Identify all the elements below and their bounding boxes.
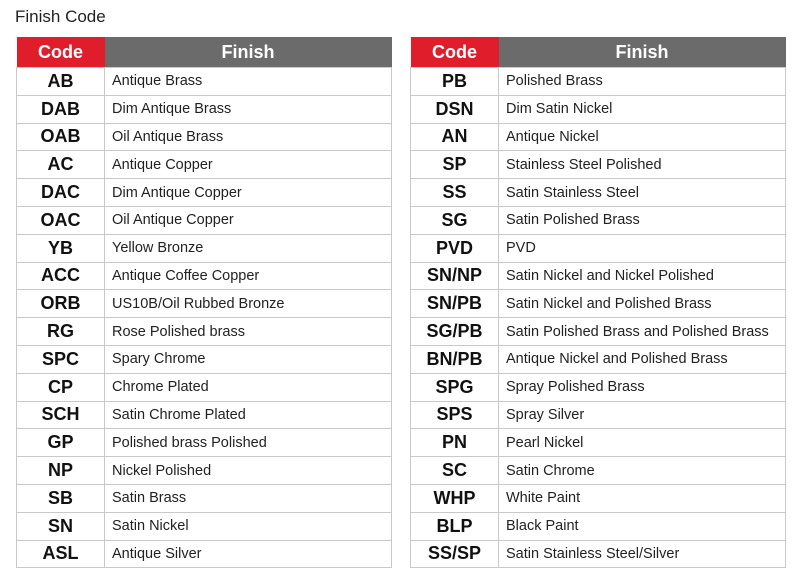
finish-code-cell: GP	[17, 429, 105, 457]
table-row	[17, 290, 392, 318]
finish-name-cell: Antique Brass	[105, 68, 392, 96]
finish-name-cell: Oil Antique Copper	[105, 206, 392, 234]
table-row	[17, 429, 392, 457]
finish-name-cell: Satin Brass	[105, 484, 392, 512]
finish-name-cell: US10B/Oil Rubbed Bronze	[105, 290, 392, 318]
finish-code-table-left	[16, 37, 392, 568]
table-row	[411, 429, 786, 457]
finish-code-cell: WHP	[411, 484, 499, 512]
table-row	[411, 290, 786, 318]
code-column-header: Code	[17, 37, 105, 68]
finish-name-cell: Polished Brass	[499, 68, 786, 96]
finish-code-cell: AC	[17, 151, 105, 179]
finish-code-cell: SN/PB	[411, 290, 499, 318]
finish-code-cell: OAC	[17, 206, 105, 234]
table-row	[411, 457, 786, 485]
finish-name-cell: Spray Silver	[499, 401, 786, 429]
table-row	[411, 540, 786, 568]
code-column-header: Code	[411, 37, 499, 68]
finish-code-cell: SC	[411, 457, 499, 485]
finish-code-cell: BLP	[411, 512, 499, 540]
finish-name-cell: Spray Polished Brass	[499, 373, 786, 401]
finish-code-cell: CP	[17, 373, 105, 401]
finish-name-cell: Satin Stainless Steel	[499, 179, 786, 207]
table-row	[17, 68, 392, 96]
table-row	[411, 206, 786, 234]
finish-name-cell: Satin Chrome Plated	[105, 401, 392, 429]
table-row	[411, 179, 786, 207]
finish-name-cell: Dim Antique Brass	[105, 95, 392, 123]
table-row	[411, 262, 786, 290]
finish-name-cell: Pearl Nickel	[499, 429, 786, 457]
table-row	[17, 123, 392, 151]
table-row	[411, 234, 786, 262]
finish-name-cell: Satin Nickel and Nickel Polished	[499, 262, 786, 290]
finish-code-cell: SP	[411, 151, 499, 179]
table-row	[411, 512, 786, 540]
finish-code-table-right	[410, 37, 786, 568]
finish-code-cell: PB	[411, 68, 499, 96]
finish-code-cell: RG	[17, 318, 105, 346]
finish-name-cell: Dim Antique Copper	[105, 179, 392, 207]
table-row	[17, 262, 392, 290]
finish-code-cell: PVD	[411, 234, 499, 262]
table-row	[411, 95, 786, 123]
finish-name-cell: Satin Nickel and Polished Brass	[499, 290, 786, 318]
finish-code-cell: SN	[17, 512, 105, 540]
finish-code-cell: SCH	[17, 401, 105, 429]
finish-name-cell: Polished brass Polished	[105, 429, 392, 457]
table-row	[17, 345, 392, 373]
finish-name-cell: White Paint	[499, 484, 786, 512]
table-row	[17, 95, 392, 123]
finish-name-cell: Chrome Plated	[105, 373, 392, 401]
finish-code-cell: AB	[17, 68, 105, 96]
table-row	[17, 401, 392, 429]
finish-name-cell: Satin Chrome	[499, 457, 786, 485]
finish-code-cell: BN/PB	[411, 345, 499, 373]
finish-name-cell: Satin Nickel	[105, 512, 392, 540]
table-row	[411, 484, 786, 512]
table-row	[17, 540, 392, 568]
table-row	[17, 512, 392, 540]
finish-name-cell: Dim Satin Nickel	[499, 95, 786, 123]
finish-code-cell: DSN	[411, 95, 499, 123]
finish-name-cell: Oil Antique Brass	[105, 123, 392, 151]
table-row	[411, 345, 786, 373]
finish-code-cell: ASL	[17, 540, 105, 568]
finish-name-cell: Satin Stainless Steel/Silver	[499, 540, 786, 568]
finish-name-cell: Antique Silver	[105, 540, 392, 568]
finish-name-cell: Antique Nickel and Polished Brass	[499, 345, 786, 373]
finish-name-cell: Nickel Polished	[105, 457, 392, 485]
finish-code-cell: SG	[411, 206, 499, 234]
table-row	[411, 318, 786, 346]
finish-name-cell: Antique Coffee Copper	[105, 262, 392, 290]
table-header-row	[411, 37, 786, 68]
finish-code-cell: OAB	[17, 123, 105, 151]
finish-name-cell: Satin Polished Brass and Polished Brass	[499, 318, 786, 346]
finish-name-cell: Stainless Steel Polished	[499, 151, 786, 179]
finish-code-cell: PN	[411, 429, 499, 457]
finish-code-cell: DAC	[17, 179, 105, 207]
table-row	[411, 68, 786, 96]
finish-code-cell: YB	[17, 234, 105, 262]
table-row	[17, 151, 392, 179]
finish-name-cell: Rose Polished brass	[105, 318, 392, 346]
finish-name-cell: Spary Chrome	[105, 345, 392, 373]
page-title: Finish Code	[15, 7, 106, 26]
finish-name-cell: Yellow Bronze	[105, 234, 392, 262]
table-header-row	[17, 37, 392, 68]
finish-name-cell: Antique Copper	[105, 151, 392, 179]
finish-code-cell: DAB	[17, 95, 105, 123]
table-row	[17, 206, 392, 234]
table-row	[411, 401, 786, 429]
finish-name-cell: Antique Nickel	[499, 123, 786, 151]
finish-code-cell: SB	[17, 484, 105, 512]
finish-code-cell: NP	[17, 457, 105, 485]
finish-name-cell: PVD	[499, 234, 786, 262]
table-row	[17, 457, 392, 485]
finish-code-cell: SS/SP	[411, 540, 499, 568]
finish-code-cell: SN/NP	[411, 262, 499, 290]
finish-code-cell: SPC	[17, 345, 105, 373]
table-row	[17, 484, 392, 512]
finish-code-cell: SPG	[411, 373, 499, 401]
finish-name-cell: Black Paint	[499, 512, 786, 540]
table-row	[17, 234, 392, 262]
table-row	[411, 373, 786, 401]
finish-code-cell: SPS	[411, 401, 499, 429]
finish-code-cell: ORB	[17, 290, 105, 318]
finish-name-cell: Satin Polished Brass	[499, 206, 786, 234]
finish-code-cell: AN	[411, 123, 499, 151]
table-row	[17, 318, 392, 346]
finish-column-header: Finish	[499, 37, 786, 68]
table-row	[17, 179, 392, 207]
finish-code-cell: SG/PB	[411, 318, 499, 346]
finish-column-header: Finish	[105, 37, 392, 68]
table-row	[411, 151, 786, 179]
table-row	[411, 123, 786, 151]
table-row	[17, 373, 392, 401]
finish-code-cell: ACC	[17, 262, 105, 290]
finish-code-cell: SS	[411, 179, 499, 207]
